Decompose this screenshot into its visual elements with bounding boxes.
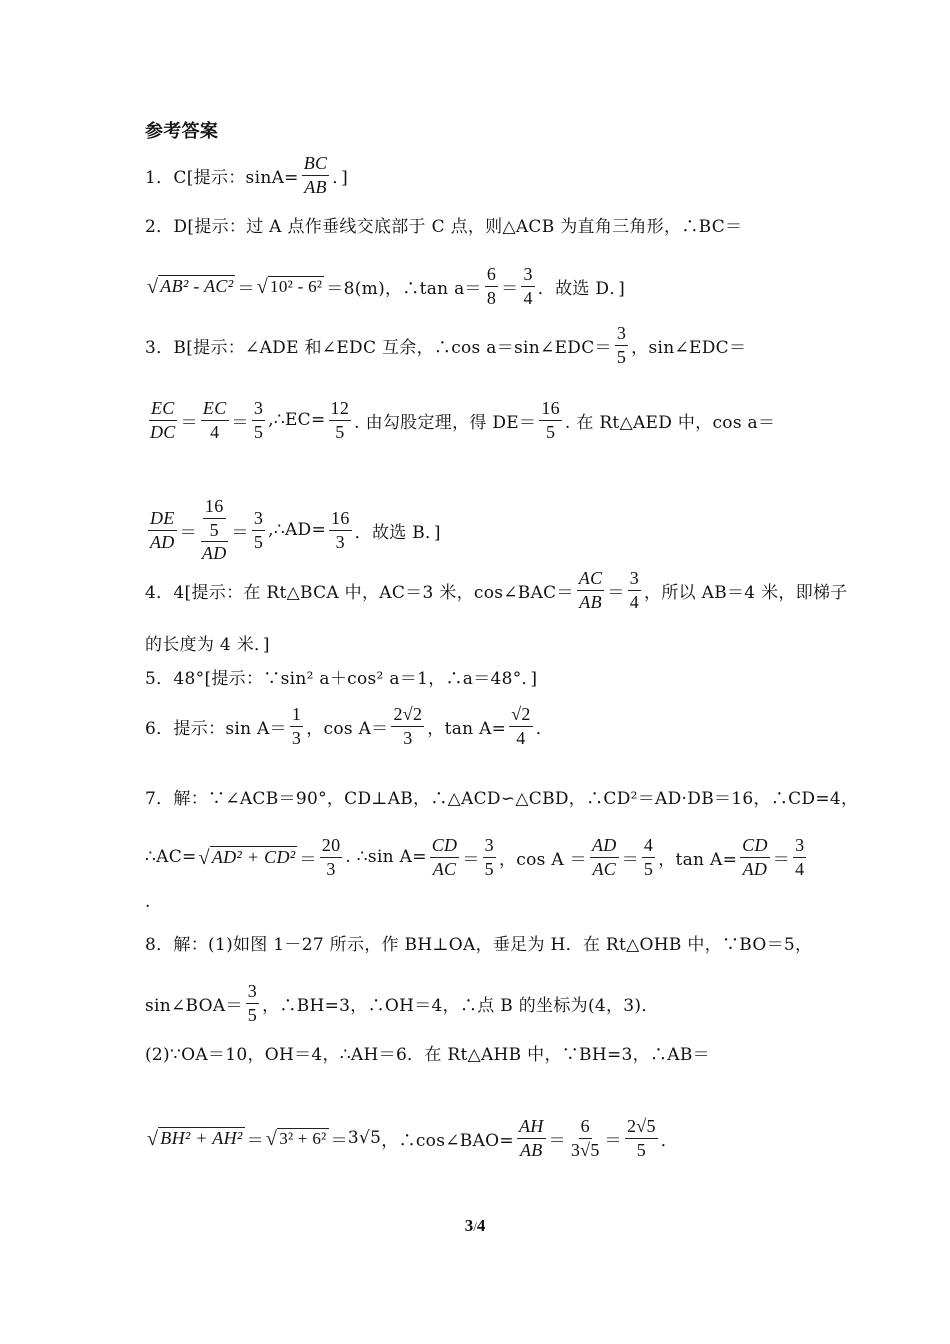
fraction: $\frac{√2}{4}$	[511, 704, 531, 748]
fraction: $\frac{DE}{AD}$	[150, 508, 175, 552]
answer-3-line-2: $\frac{EC}{DC}$ ＝ $\frac{EC}{4}$ ＝ $\frac{3}{5}$ ,∴EC= $\frac{12}{5}$ . 由勾股定理，得 DE＝ $\frac{16}{5}$ . 在 Rt△AED 中，cos a＝	[150, 398, 776, 442]
fraction: $\frac{2√2}{3}$	[393, 704, 423, 748]
radical: √ 10² - 6²	[256, 275, 323, 298]
answer-8-line-1: 8．解：(1)如图 1－27 所示，作 BH⊥OA，垂足为 H．在 Rt△OHB 中，∵BO＝5，	[145, 934, 813, 955]
fraction: $\frac{EC}{4}$	[202, 398, 227, 442]
radical: √ AD² + CD²	[198, 847, 296, 869]
fraction: $\frac{1}{3}$	[291, 704, 302, 748]
fraction: $\frac{3}{5}$	[253, 398, 264, 442]
fraction: $\frac{16}{3}$	[331, 508, 350, 552]
fraction: $\frac{AH}{AB}$	[518, 1116, 544, 1160]
answer-2-line-1: 2．D[提示：过 A 点作垂线交底部于 C 点，则△ACB 为直角三角形，∴BC＝	[145, 216, 743, 237]
answer-1: 1．C[提示：sinA= $\frac{BC}{AB}$ ．]	[145, 153, 349, 197]
fraction: $\frac{AD}{AC}$	[591, 835, 617, 879]
answer-5: 5．48°[提示：∵sin² a＋cos² a＝1，∴a＝48°．]	[145, 668, 538, 689]
answer-7-line-1: 7．解：∵∠ACB＝90°，CD⊥AB，∴△ACD∽△CBD，∴CD²＝AD·DB＝16，∴CD=4，	[145, 788, 859, 809]
answer-7-line-2: ∴AC= √ AD² + CD² ＝ $\frac{20}{3}$ . ∴sin A= $\frac{CD}{AC}$ ＝ $\frac{3}{5}$ ，cos A ＝ $\frac{AD}{AC}$ ＝ $\frac{4}{5}$ ，tan A= $\frac{CD}{AD}$ ＝ $\frac{3}{4}$	[145, 835, 805, 879]
answer-3-line-1: 3．B[提示：∠ADE 和∠EDC 互余，∴cos a＝sin∠EDC＝ $\frac{3}{5}$ ，sin∠EDC＝	[145, 323, 747, 367]
fraction: $\frac{12}{5}$	[330, 398, 350, 442]
fraction: $\frac{3}{5}$	[247, 981, 258, 1025]
fraction: $\frac{3}{5}$	[484, 835, 494, 879]
answer-3-line-3: $\frac{DE}{AD}$ ＝ $\frac{\frac{16}{5}}{AD}$ ＝ $\frac{3}{5}$ ,∴AD= $\frac{16}{3}$ ．故选 B．]	[150, 496, 441, 564]
nested-fraction: $\frac{\frac{16}{5}}{AD}$	[201, 496, 227, 564]
answer-6: 6．提示：sin A＝ $\frac{1}{3}$ ，cos A＝ $\frac{2√2}{3}$ ，tan A= $\frac{√2}{4}$ ．	[145, 704, 554, 748]
radical: √ AB² - AC²	[147, 276, 234, 298]
answer-8-line-4: √ BH² + AH² ＝ √ 3² + 6² ＝ 3√5 ，∴cos∠BAO= $\frac{AH}{AB}$ ＝ $\frac{6}{3√5}$ ＝ $\frac{2√5}{5}$ ．	[147, 1116, 679, 1160]
radical: √ 3² + 6²	[265, 1127, 327, 1150]
radical: √ BH² + AH²	[147, 1128, 243, 1150]
fraction: $\frac{AC}{AB}$	[578, 568, 603, 612]
fraction: $\frac{6}{3√5}$	[570, 1116, 600, 1160]
answer-4-line-1: 4．4[提示：在 Rt△BCA 中，AC＝3 米，cos∠BAC＝ $\frac{AC}{AB}$ ＝ $\frac{3}{4}$ ，所以 AB＝4 米，即梯子	[145, 568, 848, 612]
fraction: $\frac{3}{4}$	[795, 835, 805, 879]
fraction: $\frac{EC}{DC}$	[150, 398, 176, 442]
fraction: $\frac{CD}{AC}$	[431, 835, 458, 879]
fraction: $\frac{3}{4}$	[629, 568, 640, 612]
answer-7-line-3: .	[145, 892, 151, 912]
fraction: $\frac{3}{4}$	[523, 264, 533, 308]
fraction: $\frac{3}{5}$	[253, 508, 264, 552]
fraction: $\frac{20}{3}$	[321, 835, 341, 879]
fraction: $\frac{2√5}{5}$	[626, 1116, 656, 1160]
fraction: $\frac{CD}{AD}$	[742, 835, 768, 879]
section-heading: 参考答案	[145, 121, 219, 142]
answer-8-line-2: sin∠BOA＝ $\frac{3}{5}$ ，∴BH=3，∴OH＝4，∴点 B 的坐标为(4，3)．	[145, 981, 659, 1025]
page-number: 3/4	[464, 1216, 486, 1235]
fraction: $\frac{BC}{AB}$	[303, 153, 328, 197]
fraction: $\frac{4}{5}$	[643, 835, 654, 879]
fraction: $\frac{6}{8}$	[486, 264, 497, 308]
answer-2-line-2: √ AB² - AC² ＝ √ 10² - 6² ＝8(m)，∴tan a＝ $\frac{6}{8}$ ＝ $\frac{3}{4}$ ．故选 D．]	[147, 264, 626, 308]
fraction: $\frac{3}{5}$	[616, 323, 627, 367]
fraction: $\frac{16}{5}$	[541, 398, 560, 442]
answer-8-line-3: (2)∵OA＝10，OH＝4，∴AH＝6．在 Rt△AHB 中，∵BH=3，∴AB＝	[145, 1044, 710, 1065]
answer-4-line-2: 的长度为 4 米．]	[145, 634, 270, 655]
